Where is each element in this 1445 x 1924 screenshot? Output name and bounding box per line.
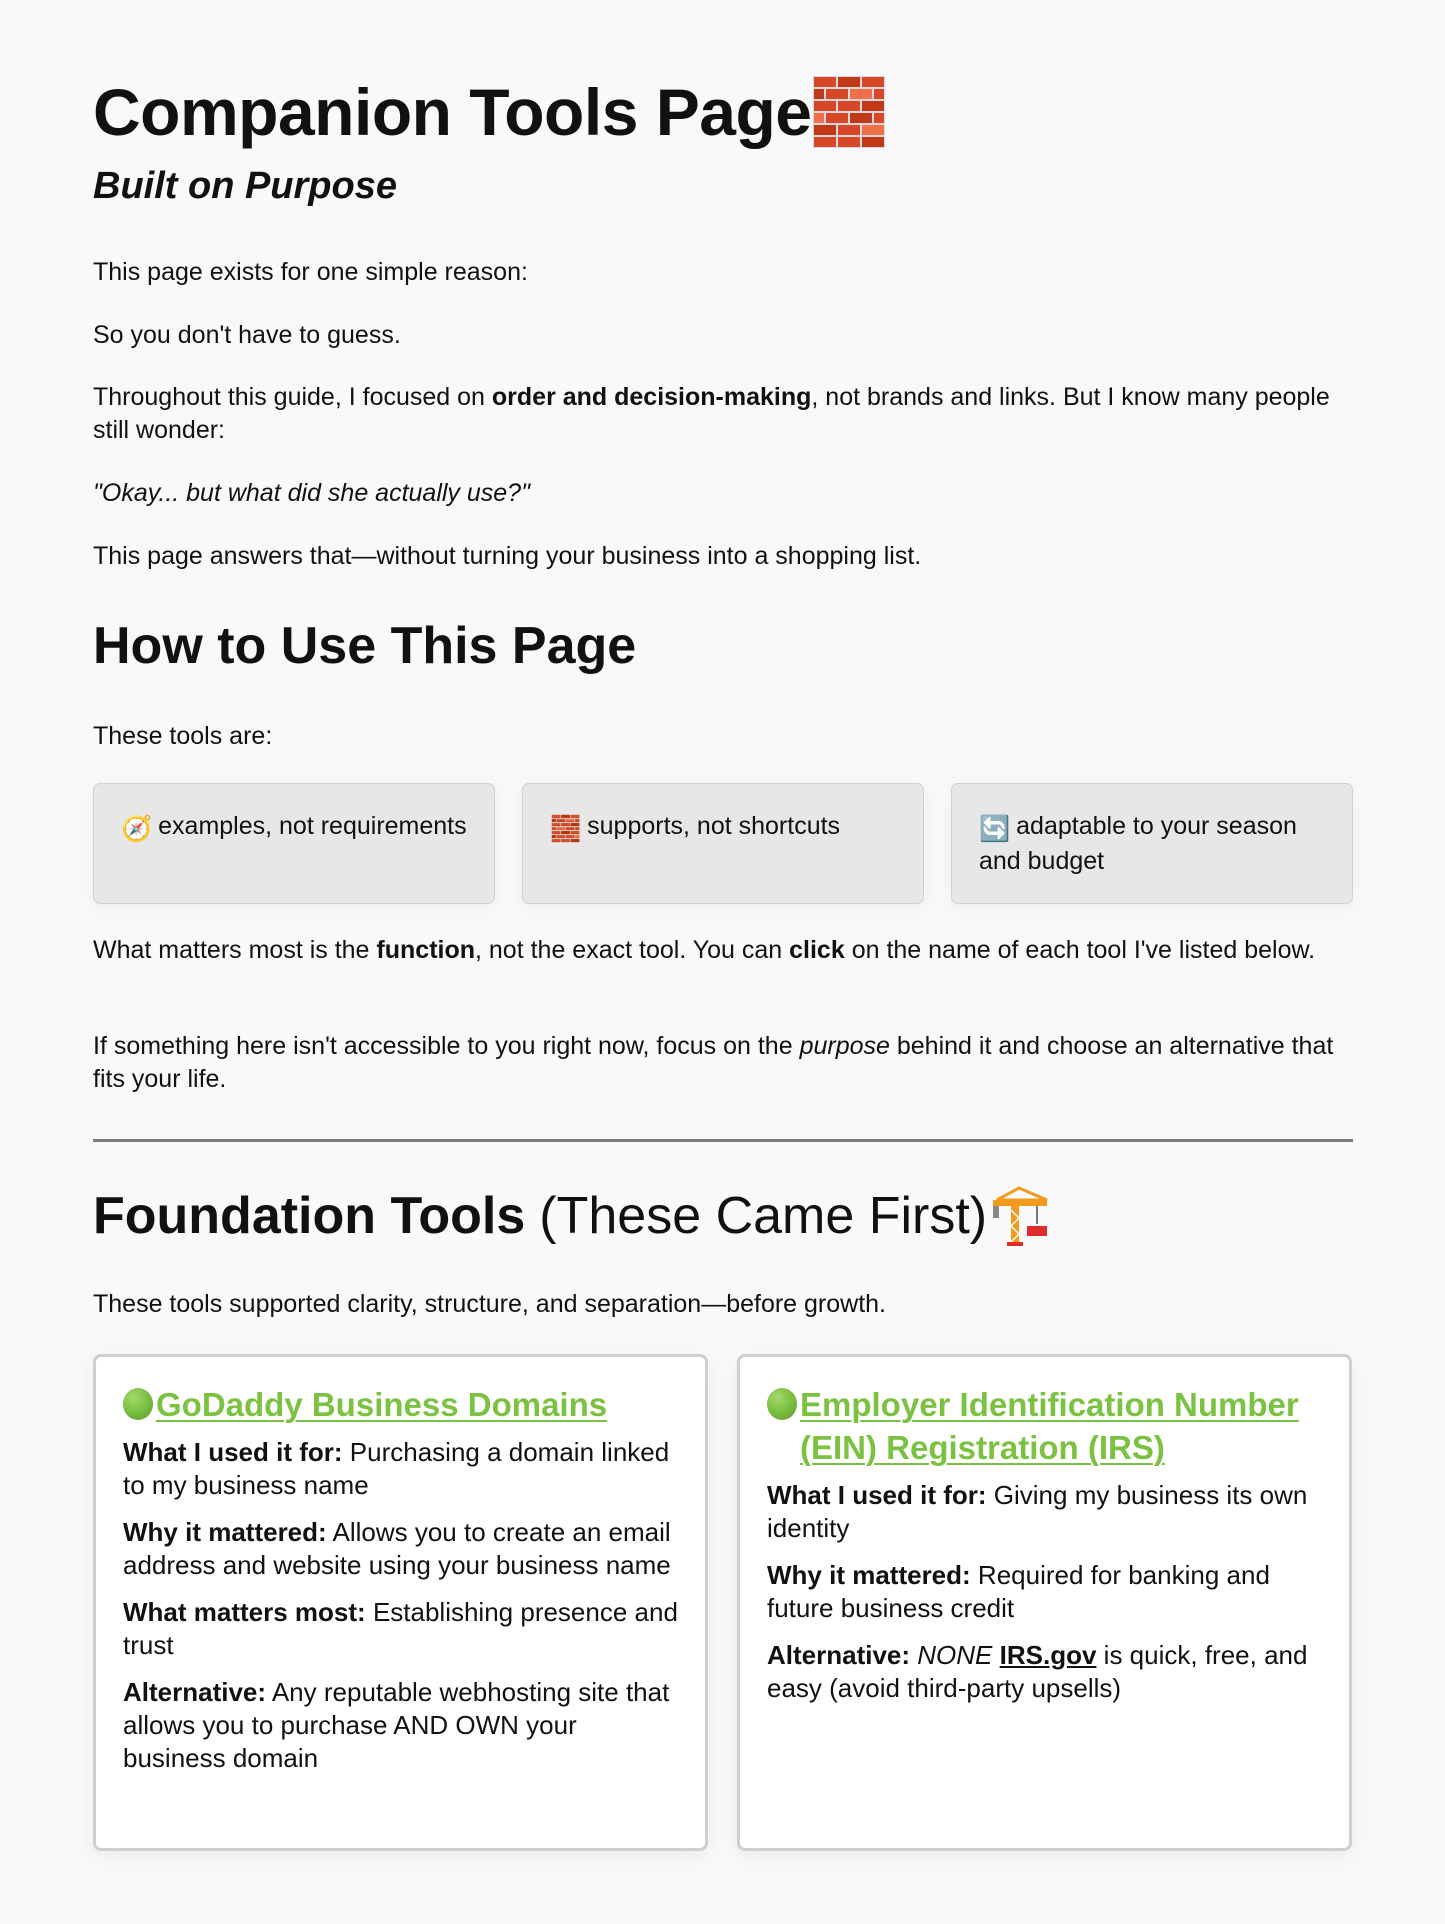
intro-paragraph-5: This page answers that—without turning your business into a shopping list. xyxy=(93,542,922,570)
tool-used-for: What I used it for: Giving my business its own identity xyxy=(767,1480,1308,1543)
page-subtitle: Built on Purpose xyxy=(93,165,397,207)
tool-used-for: What I used it for: Purchasing a domain linked to my business name xyxy=(123,1437,670,1500)
section-heading-foundation: Foundation Tools (These Came First) xyxy=(93,1184,1049,1248)
section-divider xyxy=(93,1139,1353,1142)
callout-examples: 🧭 examples, not requirements xyxy=(93,783,495,904)
brick-icon: 🧱 xyxy=(550,815,582,843)
callout-adaptable: 🔄 adaptable to your season and budget xyxy=(951,783,1353,904)
compass-icon: 🧭 xyxy=(121,815,153,843)
section-heading-how-to-use: How to Use This Page xyxy=(93,617,637,675)
arrows-cycle-icon: 🔄 xyxy=(979,815,1011,843)
tool-card-ein xyxy=(737,1354,1352,1851)
tool-card-godaddy xyxy=(93,1354,708,1851)
callout-supports: 🧱 supports, not shortcuts xyxy=(522,783,924,904)
irs-gov-link[interactable]: IRS.gov xyxy=(999,1640,1097,1670)
intro-paragraph-3: Throughout this guide, I focused on order and decision-making, not brands and links. But I know many people still wonder: xyxy=(93,383,1330,444)
intro-paragraph-1: This page exists for one simple reason: xyxy=(93,258,528,286)
page-title-text: Companion Tools Page xyxy=(93,75,812,149)
tool-why: Why it mattered: Required for banking and future business credit xyxy=(767,1560,1270,1623)
intro-quote: "Okay... but what did she actually use?" xyxy=(93,479,530,507)
tool-link-ein[interactable]: Employer Identification Number (EIN) Registration (IRS) xyxy=(800,1386,1299,1466)
tool-card-title xyxy=(767,1383,1323,1469)
tool-matters-most: What matters most: Establishing presence and trust xyxy=(123,1597,678,1660)
page-title xyxy=(93,72,885,152)
tool-link-godaddy[interactable]: GoDaddy Business Domains xyxy=(156,1386,608,1423)
tool-principles xyxy=(93,783,1353,904)
foundation-tool-cards xyxy=(93,1354,1353,1851)
how-to-use-lead: These tools are: xyxy=(93,722,273,750)
intro-paragraph-2: So you don't have to guess. xyxy=(93,321,401,349)
function-note: What matters most is the function, not the exact tool. You can click on the name of each tool I've listed below. xyxy=(93,936,1316,964)
emphasis-order-decision: order and decision-making xyxy=(491,383,812,411)
foundation-lead: These tools supported clarity, structure, and separation—before growth. xyxy=(93,1290,887,1318)
purpose-note: If something here isn't accessible to you right now, focus on the purpose behind it and choose an alternative that fits your life. xyxy=(93,1032,1334,1093)
green-circle-icon xyxy=(767,1388,797,1420)
tool-card-title xyxy=(123,1383,679,1426)
construction-crane-icon xyxy=(989,1186,1049,1246)
tool-alternative: Alternative: NONE IRS.gov is quick, free, and easy (avoid third-party upsells) xyxy=(767,1640,1308,1703)
brick-icon xyxy=(813,76,885,148)
tool-alternative: Alternative: Any reputable webhosting site that allows you to purchase AND OWN your business domain xyxy=(123,1677,670,1773)
green-circle-icon xyxy=(123,1388,153,1420)
tool-why: Why it mattered: Allows you to create an email address and website using your business name xyxy=(123,1517,671,1580)
